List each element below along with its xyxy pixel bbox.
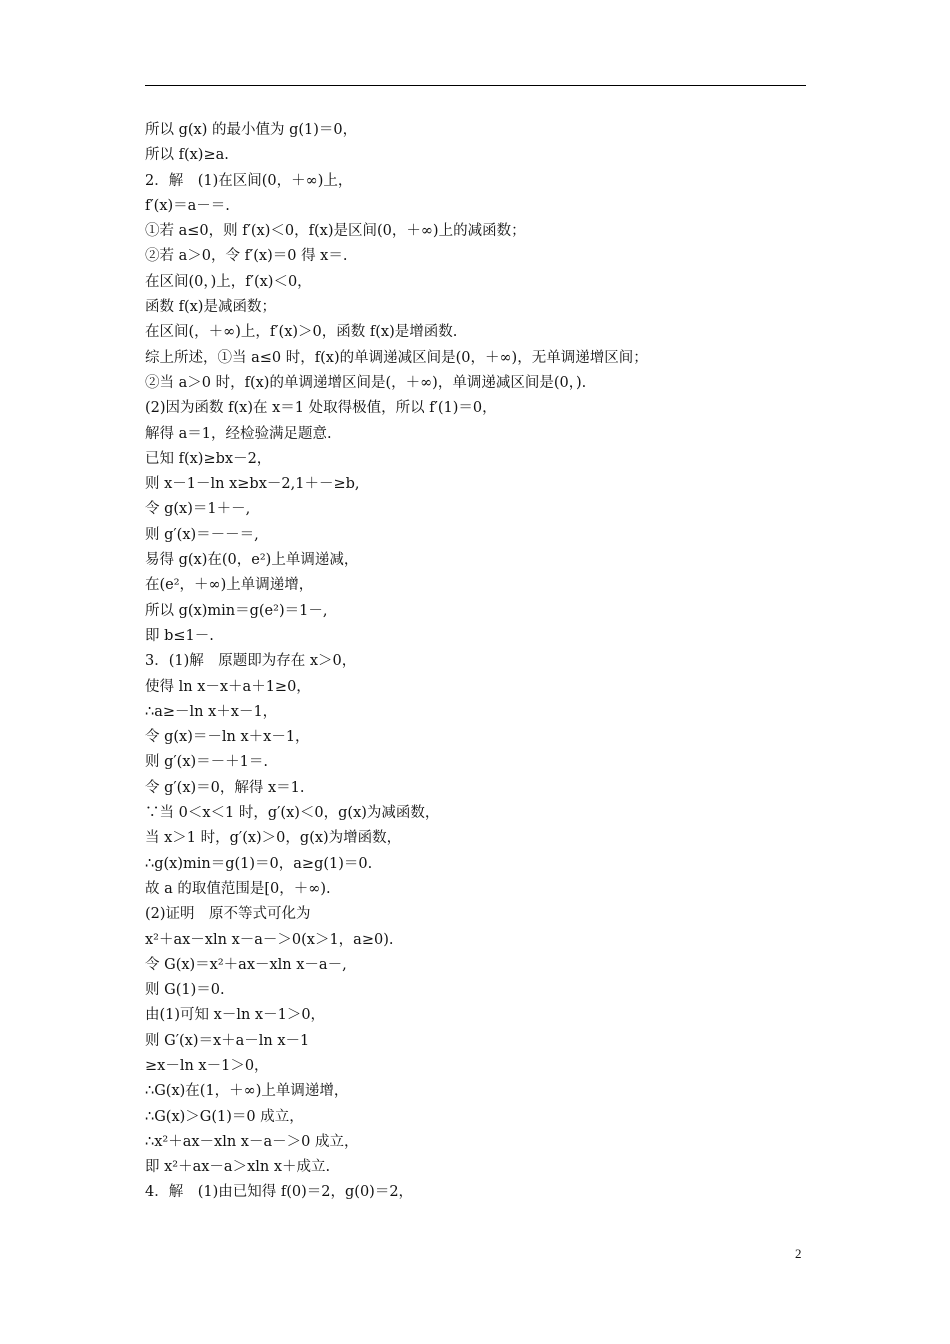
text-line: 令 g′(x)＝0，解得 x＝1. <box>145 779 305 796</box>
text-line: 3．(1)解 原题即为存在 x＞0， <box>145 653 357 670</box>
text-line: 令 g(x)＝1＋－, <box>145 501 251 518</box>
text-line: 在区间(0，)上，f′(x)＜0， <box>145 273 312 290</box>
text-line: ≥x－ln x－1＞0， <box>145 1057 269 1074</box>
page-number: 2 <box>795 1246 802 1261</box>
text-line: 所以 f(x)≥a. <box>145 147 229 164</box>
text-line: 在区间(，＋∞)上，f′(x)＞0，函数 f(x)是增函数. <box>145 324 458 341</box>
text-line: x²＋ax－xln x－a－＞0(x＞1，a≥0). <box>145 931 394 948</box>
text-line: 则 G(1)＝0. <box>145 982 225 999</box>
text-line: 4．解 (1)由已知得 f(0)＝2，g(0)＝2， <box>145 1184 414 1201</box>
text-line: ①若 a≤0，则 f′(x)＜0，f(x)是区间(0，＋∞)上的减函数； <box>145 223 526 240</box>
text-line: ∴x²＋ax－xln x－a－＞0 成立， <box>145 1133 359 1150</box>
text-line: 综上所述，①当 a≤0 时，f(x)的单调递减区间是(0，＋∞)，无单调递增区间； <box>145 349 648 366</box>
text-line: 所以 g(x) 的最小值为 g(1)＝0， <box>145 122 358 138</box>
text-line: 当 x＞1 时，g′(x)＞0，g(x)为增函数， <box>145 830 402 847</box>
text-line: 则 g′(x)＝－＋1＝. <box>145 754 269 771</box>
text-line: 使得 ln x－x＋a＋1≥0， <box>145 678 311 695</box>
text-line: 在(e²，＋∞)上单调递增， <box>145 577 314 594</box>
text-line: 令 g(x)＝－ln x＋x－1， <box>145 729 310 746</box>
text-line: 即 x²＋ax－a＞xln x＋成立. <box>145 1159 331 1176</box>
text-line: 令 G(x)＝x²＋ax－xln x－a－, <box>145 956 347 973</box>
text-line: ∴G(x)＞G(1)＝0 成立， <box>145 1108 304 1125</box>
text-line: 易得 g(x)在(0，e²)上单调递减， <box>145 552 359 569</box>
text-line: (2)因为函数 f(x)在 x＝1 处取得极值，所以 f′(1)＝0， <box>145 400 497 417</box>
text-line: 2．解 (1)在区间(0，＋∞)上， <box>145 172 353 189</box>
text-line: 即 b≤1－. <box>145 627 214 644</box>
text-line: 函数 f(x)是减函数； <box>145 299 276 316</box>
text-line: ②当 a＞0 时，f(x)的单调递增区间是(，＋∞)，单调递减区间是(0，). <box>145 374 587 391</box>
text-line: 解得 a＝1，经检验满足题意. <box>145 425 332 442</box>
text-line: 由(1)可知 x－ln x－1＞0， <box>145 1007 326 1024</box>
text-line: 所以 g(x)min＝g(e²)＝1－, <box>145 602 328 619</box>
header-rule <box>145 85 806 86</box>
text-line: ②若 a＞0，令 f′(x)＝0 得 x＝. <box>145 248 348 265</box>
text-line: ∴G(x)在(1，＋∞)上单调递增， <box>145 1083 349 1100</box>
text-line: 则 g′(x)＝－－＝, <box>145 526 259 543</box>
text-line: (2)证明 原不等式可化为 <box>145 906 311 923</box>
text-line: 则 x－1－ln x≥bx－2,1＋－≥b, <box>145 476 360 493</box>
document-body <box>145 118 806 1206</box>
text-line: f′(x)＝a－＝. <box>145 197 230 214</box>
text-line: 故 a 的取值范围是[0，＋∞). <box>145 880 331 897</box>
text-line: 则 G′(x)＝x＋a－ln x－1 <box>145 1032 310 1049</box>
text-line: ∴a≥－ln x＋x－1， <box>145 703 278 720</box>
text-line: ∵当 0＜x＜1 时，g′(x)＜0，g(x)为减函数， <box>145 805 440 822</box>
text-line: ∴g(x)min＝g(1)＝0，a≥g(1)＝0. <box>145 855 373 872</box>
text-line: 已知 f(x)≥bx－2， <box>145 450 272 467</box>
